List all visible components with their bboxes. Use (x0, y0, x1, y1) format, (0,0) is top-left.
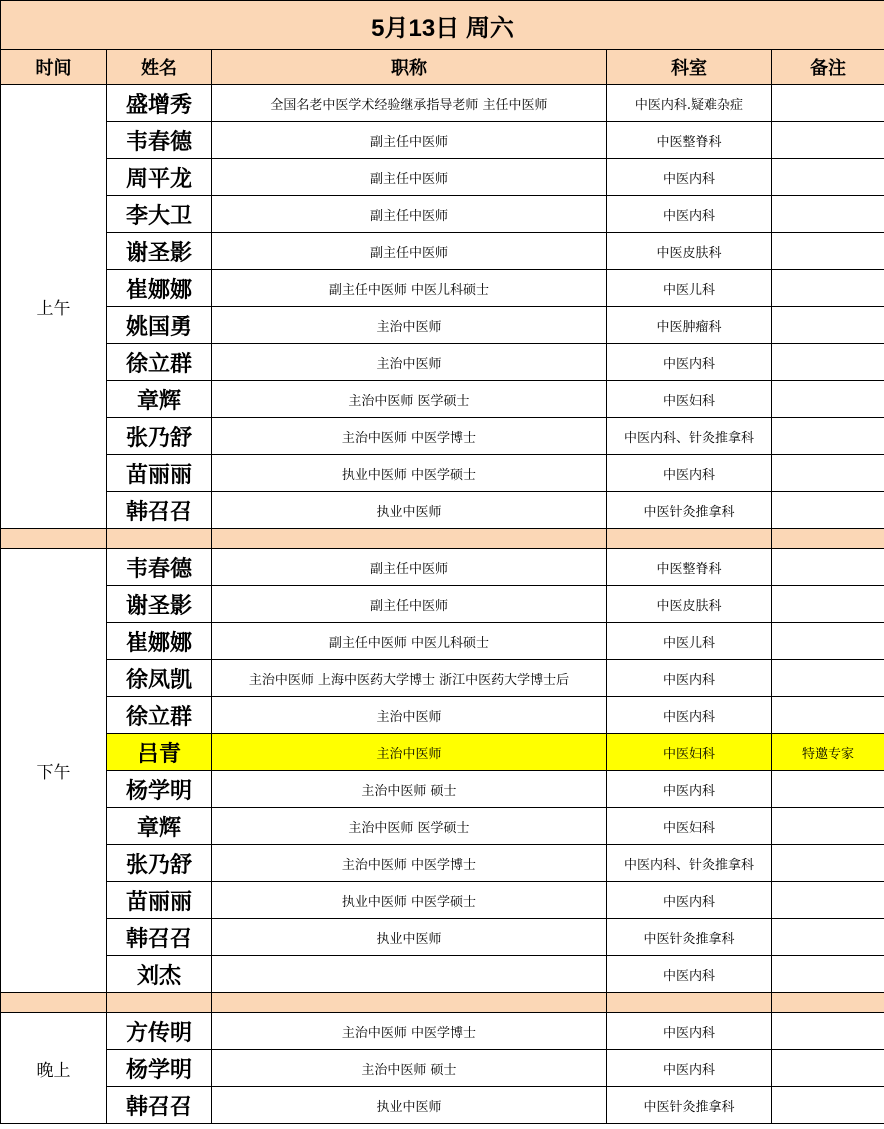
separator-cell (607, 529, 772, 549)
table-row (1, 270, 884, 307)
doctor-name: 苗丽丽 (107, 455, 212, 492)
table-row (1, 586, 884, 623)
doctor-name: 崔娜娜 (107, 623, 212, 660)
doctor-title: 主治中医师 硕士 (212, 1050, 607, 1087)
doctor-title: 副主任中医师 中医儿科硕士 (212, 623, 607, 660)
doctor-name: 张乃舒 (107, 418, 212, 455)
schedule-title: 5月13日 周六 (1, 1, 884, 50)
table-row (1, 159, 884, 196)
doctor-title: 主治中医师 中医学博士 (212, 845, 607, 882)
table-row (1, 344, 884, 381)
table-row (1, 196, 884, 233)
remark (772, 1050, 884, 1087)
doctor-title (212, 956, 607, 993)
remark (772, 919, 884, 956)
separator-cell (1, 529, 107, 549)
remark (772, 808, 884, 845)
department: 中医儿科 (607, 623, 772, 660)
section-separator (1, 993, 884, 1013)
header-time: 时间 (1, 50, 107, 85)
doctor-name: 刘杰 (107, 956, 212, 993)
period-cell: 下午 (1, 549, 107, 993)
remark (772, 586, 884, 623)
table-row (1, 734, 884, 771)
remark (772, 492, 884, 529)
department: 中医内科 (607, 882, 772, 919)
department: 中医儿科 (607, 270, 772, 307)
table-row (1, 1087, 884, 1124)
department: 中医内科、针灸推拿科 (607, 418, 772, 455)
table-row (1, 882, 884, 919)
period-cell: 晚上 (1, 1013, 107, 1124)
department: 中医妇科 (607, 734, 772, 771)
table-row (1, 1013, 884, 1050)
table-row (1, 418, 884, 455)
doctor-title: 主治中医师 中医学博士 (212, 1013, 607, 1050)
doctor-title: 副主任中医师 (212, 196, 607, 233)
remark (772, 381, 884, 418)
remark (772, 344, 884, 381)
doctor-name: 徐立群 (107, 344, 212, 381)
doctor-title: 执业中医师 (212, 1087, 607, 1124)
doctor-title: 主治中医师 医学硕士 (212, 381, 607, 418)
doctor-name: 谢圣影 (107, 586, 212, 623)
doctor-title: 执业中医师 中医学硕士 (212, 455, 607, 492)
remark (772, 660, 884, 697)
separator-cell (212, 993, 607, 1013)
doctor-name: 谢圣影 (107, 233, 212, 270)
table-row (1, 919, 884, 956)
table-row (1, 697, 884, 734)
doctor-name: 徐立群 (107, 697, 212, 734)
table-row (1, 808, 884, 845)
remark (772, 270, 884, 307)
table-row (1, 122, 884, 159)
title-row (1, 1, 884, 50)
doctor-title: 副主任中医师 (212, 549, 607, 586)
table-row (1, 771, 884, 808)
table-row (1, 1050, 884, 1087)
doctor-name: 李大卫 (107, 196, 212, 233)
department: 中医内科 (607, 1050, 772, 1087)
department: 中医内科.疑难杂症 (607, 85, 772, 122)
remark (772, 697, 884, 734)
doctor-name: 韩召召 (107, 492, 212, 529)
doctor-title: 副主任中医师 (212, 586, 607, 623)
remark (772, 307, 884, 344)
department: 中医肿瘤科 (607, 307, 772, 344)
doctor-name: 韦春德 (107, 122, 212, 159)
doctor-title: 主治中医师 (212, 734, 607, 771)
doctor-name: 方传明 (107, 1013, 212, 1050)
table-row (1, 845, 884, 882)
remark (772, 549, 884, 586)
table-row (1, 549, 884, 586)
department: 中医妇科 (607, 381, 772, 418)
doctor-name: 崔娜娜 (107, 270, 212, 307)
header-name: 姓名 (107, 50, 212, 85)
department: 中医内科 (607, 159, 772, 196)
doctor-title: 副主任中医师 (212, 159, 607, 196)
remark (772, 956, 884, 993)
table-row (1, 623, 884, 660)
remark (772, 1087, 884, 1124)
header-note: 备注 (772, 50, 884, 85)
doctor-name: 韩召召 (107, 919, 212, 956)
table-row (1, 381, 884, 418)
doctor-title: 副主任中医师 (212, 233, 607, 270)
table-row (1, 492, 884, 529)
remark (772, 845, 884, 882)
doctor-title: 全国名老中医学术经验继承指导老师 主任中医师 (212, 85, 607, 122)
department: 中医内科 (607, 196, 772, 233)
department: 中医内科 (607, 660, 772, 697)
separator-cell (212, 529, 607, 549)
doctor-title: 主治中医师 医学硕士 (212, 808, 607, 845)
remark (772, 196, 884, 233)
doctor-title: 主治中医师 硕士 (212, 771, 607, 808)
separator-cell (607, 993, 772, 1013)
department: 中医内科、针灸推拿科 (607, 845, 772, 882)
doctor-name: 章辉 (107, 808, 212, 845)
section-separator (1, 529, 884, 549)
department: 中医内科 (607, 771, 772, 808)
doctor-name: 杨学明 (107, 771, 212, 808)
doctor-name: 章辉 (107, 381, 212, 418)
separator-cell (107, 529, 212, 549)
separator-cell (1, 993, 107, 1013)
schedule-body (1, 1, 884, 1124)
remark: 特邀专家 (772, 734, 884, 771)
doctor-name: 韩召召 (107, 1087, 212, 1124)
doctor-name: 苗丽丽 (107, 882, 212, 919)
doctor-title: 副主任中医师 中医儿科硕士 (212, 270, 607, 307)
department: 中医针灸推拿科 (607, 1087, 772, 1124)
separator-cell (107, 993, 212, 1013)
remark (772, 159, 884, 196)
remark (772, 85, 884, 122)
doctor-name: 韦春德 (107, 549, 212, 586)
department: 中医内科 (607, 344, 772, 381)
department: 中医整脊科 (607, 549, 772, 586)
header-dept: 科室 (607, 50, 772, 85)
department: 中医皮肤科 (607, 586, 772, 623)
doctor-name: 周平龙 (107, 159, 212, 196)
remark (772, 882, 884, 919)
doctor-title: 执业中医师 中医学硕士 (212, 882, 607, 919)
table-row (1, 956, 884, 993)
doctor-name: 姚国勇 (107, 307, 212, 344)
remark (772, 623, 884, 660)
doctor-name: 盛增秀 (107, 85, 212, 122)
department: 中医内科 (607, 1013, 772, 1050)
remark (772, 418, 884, 455)
department: 中医针灸推拿科 (607, 919, 772, 956)
header-row (1, 50, 884, 85)
department: 中医内科 (607, 697, 772, 734)
doctor-title: 主治中医师 (212, 307, 607, 344)
doctor-name: 杨学明 (107, 1050, 212, 1087)
doctor-name: 张乃舒 (107, 845, 212, 882)
header-title: 职称 (212, 50, 607, 85)
table-row (1, 307, 884, 344)
doctor-title: 执业中医师 (212, 492, 607, 529)
remark (772, 122, 884, 159)
separator-cell (772, 993, 884, 1013)
department: 中医皮肤科 (607, 233, 772, 270)
table-row (1, 233, 884, 270)
department: 中医内科 (607, 956, 772, 993)
table-row (1, 660, 884, 697)
table-row (1, 85, 884, 122)
doctor-title: 主治中医师 (212, 344, 607, 381)
doctor-title: 主治中医师 上海中医药大学博士 浙江中医药大学博士后 (212, 660, 607, 697)
doctor-name: 吕青 (107, 734, 212, 771)
doctor-title: 主治中医师 中医学博士 (212, 418, 607, 455)
remark (772, 1013, 884, 1050)
department: 中医整脊科 (607, 122, 772, 159)
department: 中医妇科 (607, 808, 772, 845)
doctor-title: 主治中医师 (212, 697, 607, 734)
table-row (1, 455, 884, 492)
doctor-name: 徐凤凯 (107, 660, 212, 697)
period-cell: 上午 (1, 85, 107, 529)
remark (772, 233, 884, 270)
separator-cell (772, 529, 884, 549)
doctor-title: 副主任中医师 (212, 122, 607, 159)
department: 中医内科 (607, 455, 772, 492)
department: 中医针灸推拿科 (607, 492, 772, 529)
remark (772, 455, 884, 492)
doctor-title: 执业中医师 (212, 919, 607, 956)
remark (772, 771, 884, 808)
